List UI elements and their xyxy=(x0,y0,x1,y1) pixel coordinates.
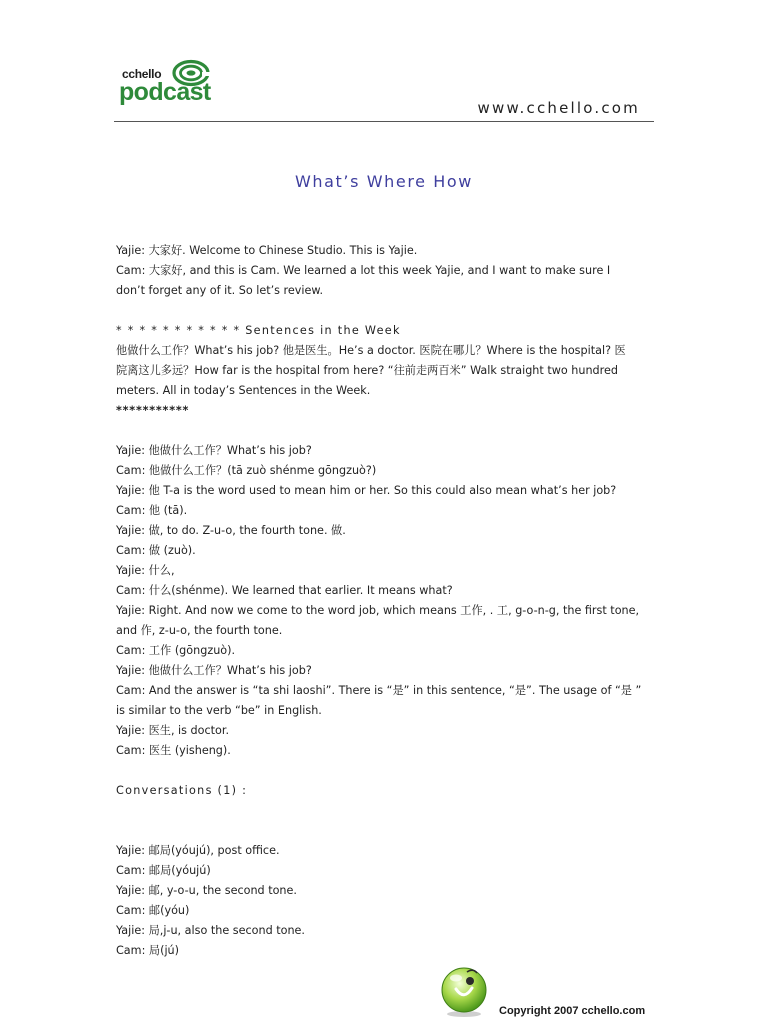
transcript-line: Yajie: 邮局(yóujú), post office. xyxy=(116,844,280,857)
transcript-line: Yajie: 什么, xyxy=(116,564,175,577)
transcript-line: Cam: 邮(yóu) xyxy=(116,904,190,917)
blank-line xyxy=(116,301,658,321)
transcript-line: Cam: 邮局(yóujú) xyxy=(116,864,211,877)
transcript-body xyxy=(116,241,658,961)
transcript-line: Cam: 局(jú) xyxy=(116,944,180,957)
transcript-line: Cam: 工作 (gōngzuò). xyxy=(116,644,236,657)
transcript-line: and 作, z-u-o, the fourth tone. xyxy=(116,624,283,637)
transcript-line: *********** xyxy=(116,404,190,417)
transcript-line: Yajie: 他 T-a is the word used to mean him or her. So this could also mean what’s her job? xyxy=(116,484,617,497)
transcript-line: Cam: 大家好, and this is Cam. We learned a lot this week Yajie, and I want to make sure I xyxy=(116,264,611,277)
transcript-line: Yajie: 做, to do. Z-u-o, the fourth tone. 做. xyxy=(116,524,346,537)
transcript-line: don’t forget any of it. So let’s review. xyxy=(116,284,324,297)
cchello-podcast-logo xyxy=(118,58,230,110)
transcript-line: 他做什么工作？What’s his job? 他是医生。He’s a doctor. 医院在哪儿？Where is the hospital? 医 xyxy=(116,344,626,357)
header-divider xyxy=(114,121,654,122)
transcript-line: Yajie: 邮, y-o-u, the second tone. xyxy=(116,884,297,897)
transcript-line: Cam: 医生 (yisheng). xyxy=(116,744,231,757)
blank-line xyxy=(116,421,658,441)
page-title: What’s Where How xyxy=(294,172,473,191)
logo-brand-text: cchello xyxy=(122,67,162,81)
blank-line xyxy=(116,761,658,781)
copyright-text: Copyright 2007 cchello.com xyxy=(499,1005,646,1017)
transcript-line: Cam: 他 (tā). xyxy=(116,504,188,517)
transcript-line: is similar to the verb “be” in English. xyxy=(116,704,322,717)
transcript-line: Cam: 做 (zuò). xyxy=(116,544,196,557)
transcript-line: Cam: And the answer is “ta shi laoshi”. There is “是” in this sentence, “是”. The usage of “是 ” xyxy=(116,684,642,697)
blank-line xyxy=(116,801,658,821)
transcript-line: Cam: 他做什么工作？(tā zuò shénme gōngzuò?) xyxy=(116,464,377,477)
transcript-line: Yajie: 他做什么工作？What’s his job? xyxy=(116,664,312,677)
site-url: www.cchello.com xyxy=(477,99,640,117)
transcript-line: 院离这儿多远？How far is the hospital from here? “往前走两百米” Walk straight two hundred xyxy=(116,364,618,377)
logo-podcast-text: podcast xyxy=(119,78,211,106)
transcript-line: Cam: 什么(shénme). We learned that earlier. It means what? xyxy=(116,584,453,597)
blank-line xyxy=(116,821,658,841)
transcript-line: Yajie: 局,j-u, also the second tone. xyxy=(116,924,305,937)
transcript-line: meters. All in today’s Sentences in the Week. xyxy=(116,384,371,397)
cchello-swirl-icon xyxy=(172,59,212,87)
transcript-line: * * * * * * * * * * * Sentences in the Week xyxy=(116,324,401,337)
transcript-line: Yajie: 他做什么工作？What’s his job? xyxy=(116,444,312,457)
transcript-line: Yajie: Right. And now we come to the word job, which means 工作, . 工, g-o-n-g, the first tone, xyxy=(116,604,640,617)
transcript-line: Conversations (1) : xyxy=(116,784,248,797)
transcript-line: Yajie: 医生, is doctor. xyxy=(116,724,230,737)
cchello-bubble-icon xyxy=(436,963,492,1019)
transcript-line: Yajie: 大家好. Welcome to Chinese Studio. This is Yajie. xyxy=(116,244,418,257)
